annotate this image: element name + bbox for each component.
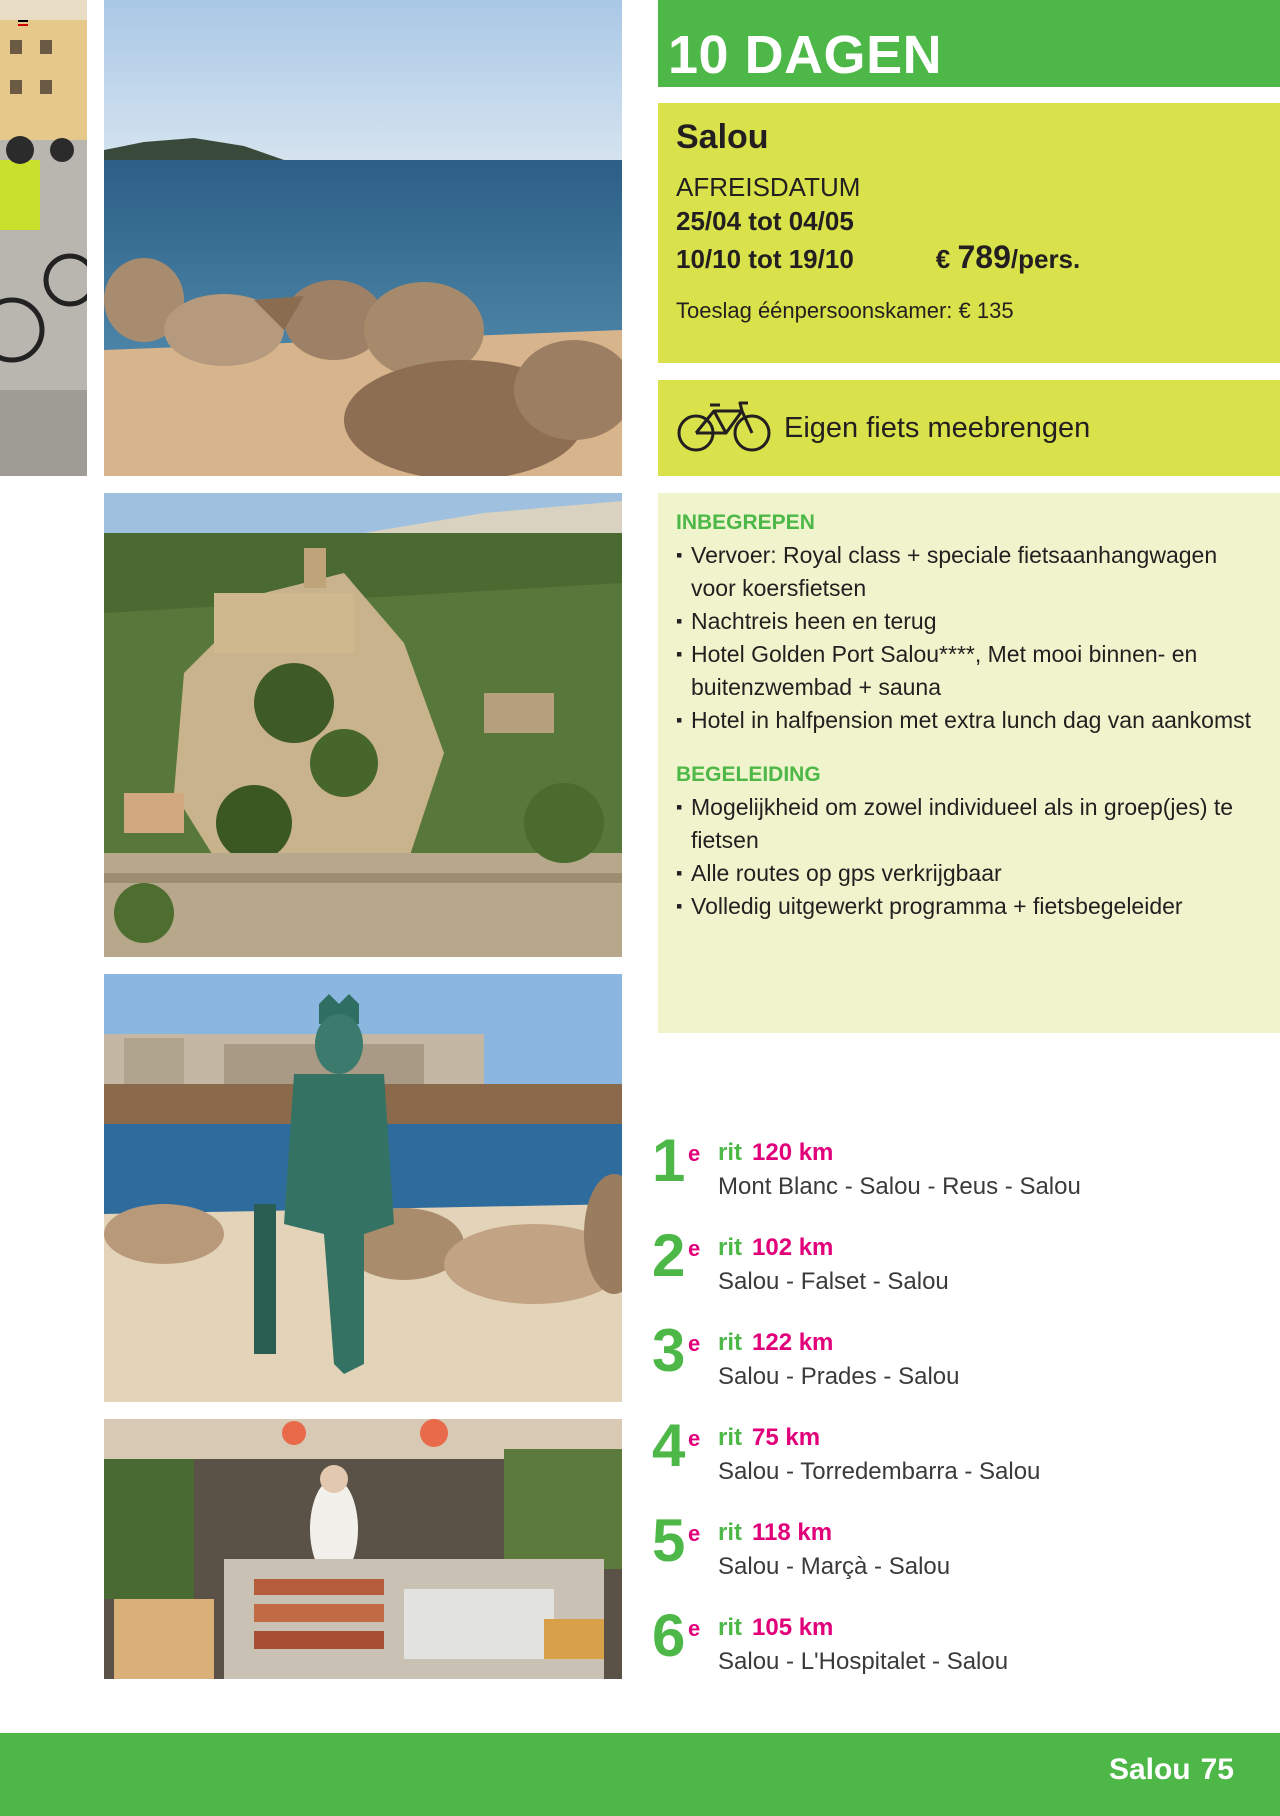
included-item: ▪ Nachtreis heen en terug <box>676 605 1262 638</box>
page-number: 75 <box>1200 1753 1234 1786</box>
ride-ordinal: e <box>688 1616 701 1641</box>
ride-distance: 105 km <box>752 1614 834 1641</box>
bicycle-icon <box>676 399 772 458</box>
trip-info-box <box>658 103 1280 363</box>
price-currency: € <box>935 244 951 275</box>
guidance-list <box>676 791 1262 923</box>
ride-number: 1 <box>652 1127 686 1194</box>
included-list <box>676 539 1262 737</box>
departure-label: AFREISDATUM <box>676 171 861 202</box>
ride-ordinal: e <box>688 1331 701 1356</box>
ride-distance: 120 km <box>752 1139 834 1166</box>
included-item: ▪ Vervoer: Royal class + speciale fietsaanhangwagen voor koersfietsen <box>676 539 1262 605</box>
ride-label: rit <box>718 1519 742 1546</box>
guidance-item: ▪ Alle routes op gps verkrijgbaar <box>676 857 1262 890</box>
ride-number: 3 <box>652 1317 686 1384</box>
ride-route: Salou - Torredembarra - Salou <box>718 1458 1041 1485</box>
included-item: ▪ Hotel Golden Port Salou****, Met mooi binnen- en buitenzwembad + sauna <box>676 638 1262 704</box>
ride-list <box>652 1127 1212 1705</box>
price-suffix: /pers. <box>1010 244 1081 275</box>
hillside-castle-photo <box>104 493 622 957</box>
coast-rocks-photo <box>104 0 622 476</box>
ride-label: rit <box>718 1139 742 1166</box>
ride-distance: 102 km <box>752 1234 834 1261</box>
guidance-heading: BEGELEIDING <box>676 763 821 786</box>
ride-item <box>652 1507 1212 1610</box>
ride-item <box>652 1412 1212 1515</box>
ride-route: Salou - Falset - Salou <box>718 1268 949 1295</box>
ride-label: rit <box>718 1234 742 1261</box>
destination-name: Salou <box>676 118 769 156</box>
ride-label: rit <box>718 1329 742 1356</box>
ride-route: Salou - L'Hospitalet - Salou <box>718 1648 1009 1675</box>
duration-title: 10 DAGEN <box>658 0 1280 87</box>
ride-number: 6 <box>652 1602 686 1669</box>
guidance-item: ▪ Volledig uitgewerkt programma + fietsbegeleider <box>676 890 1262 923</box>
ride-item <box>652 1127 1212 1230</box>
ride-ordinal: e <box>688 1521 701 1546</box>
ride-item <box>652 1317 1212 1420</box>
bike-notice-text: Eigen fiets meebrengen <box>784 411 1091 444</box>
footer-place: Salou <box>1108 1753 1191 1786</box>
page-footer <box>0 1733 1280 1816</box>
ride-route: Salou - Prades - Salou <box>718 1363 960 1390</box>
ride-item <box>652 1602 1212 1705</box>
ride-number: 2 <box>652 1222 686 1289</box>
ride-distance: 75 km <box>752 1424 821 1451</box>
included-heading: INBEGREPEN <box>676 511 815 534</box>
ride-number: 4 <box>652 1412 686 1479</box>
buffet-photo <box>104 1419 622 1679</box>
statue-photo <box>104 974 622 1402</box>
bike-notice-box <box>658 380 1280 476</box>
ride-ordinal: e <box>688 1141 701 1166</box>
single-room-supplement: Toeslag éénpersoonskamer: € 135 <box>676 297 1014 323</box>
departure-date-1: 25/04 tot 04/05 <box>676 205 854 236</box>
ride-distance: 118 km <box>752 1519 833 1546</box>
ride-number: 5 <box>652 1507 686 1574</box>
details-box <box>658 493 1280 1033</box>
ride-label: rit <box>718 1424 742 1451</box>
departure-date-2: 10/10 tot 19/10 <box>676 244 854 275</box>
ride-route: Salou - Marçà - Salou <box>718 1553 951 1580</box>
included-item: ▪ Hotel in halfpension met extra lunch dag van aankomst <box>676 704 1262 737</box>
ride-route: Mont Blanc - Salou - Reus - Salou <box>718 1173 1081 1200</box>
ride-ordinal: e <box>688 1426 701 1451</box>
ride-ordinal: e <box>688 1236 701 1261</box>
guidance-item: ▪ Mogelijkheid om zowel individueel als in groep(jes) te fietsen <box>676 791 1262 857</box>
price <box>936 239 1080 276</box>
price-amount: 789 <box>957 239 1011 276</box>
ride-label: rit <box>718 1614 742 1641</box>
cyclists-photo <box>0 0 87 476</box>
ride-item <box>652 1222 1212 1325</box>
ride-distance: 122 km <box>752 1329 834 1356</box>
